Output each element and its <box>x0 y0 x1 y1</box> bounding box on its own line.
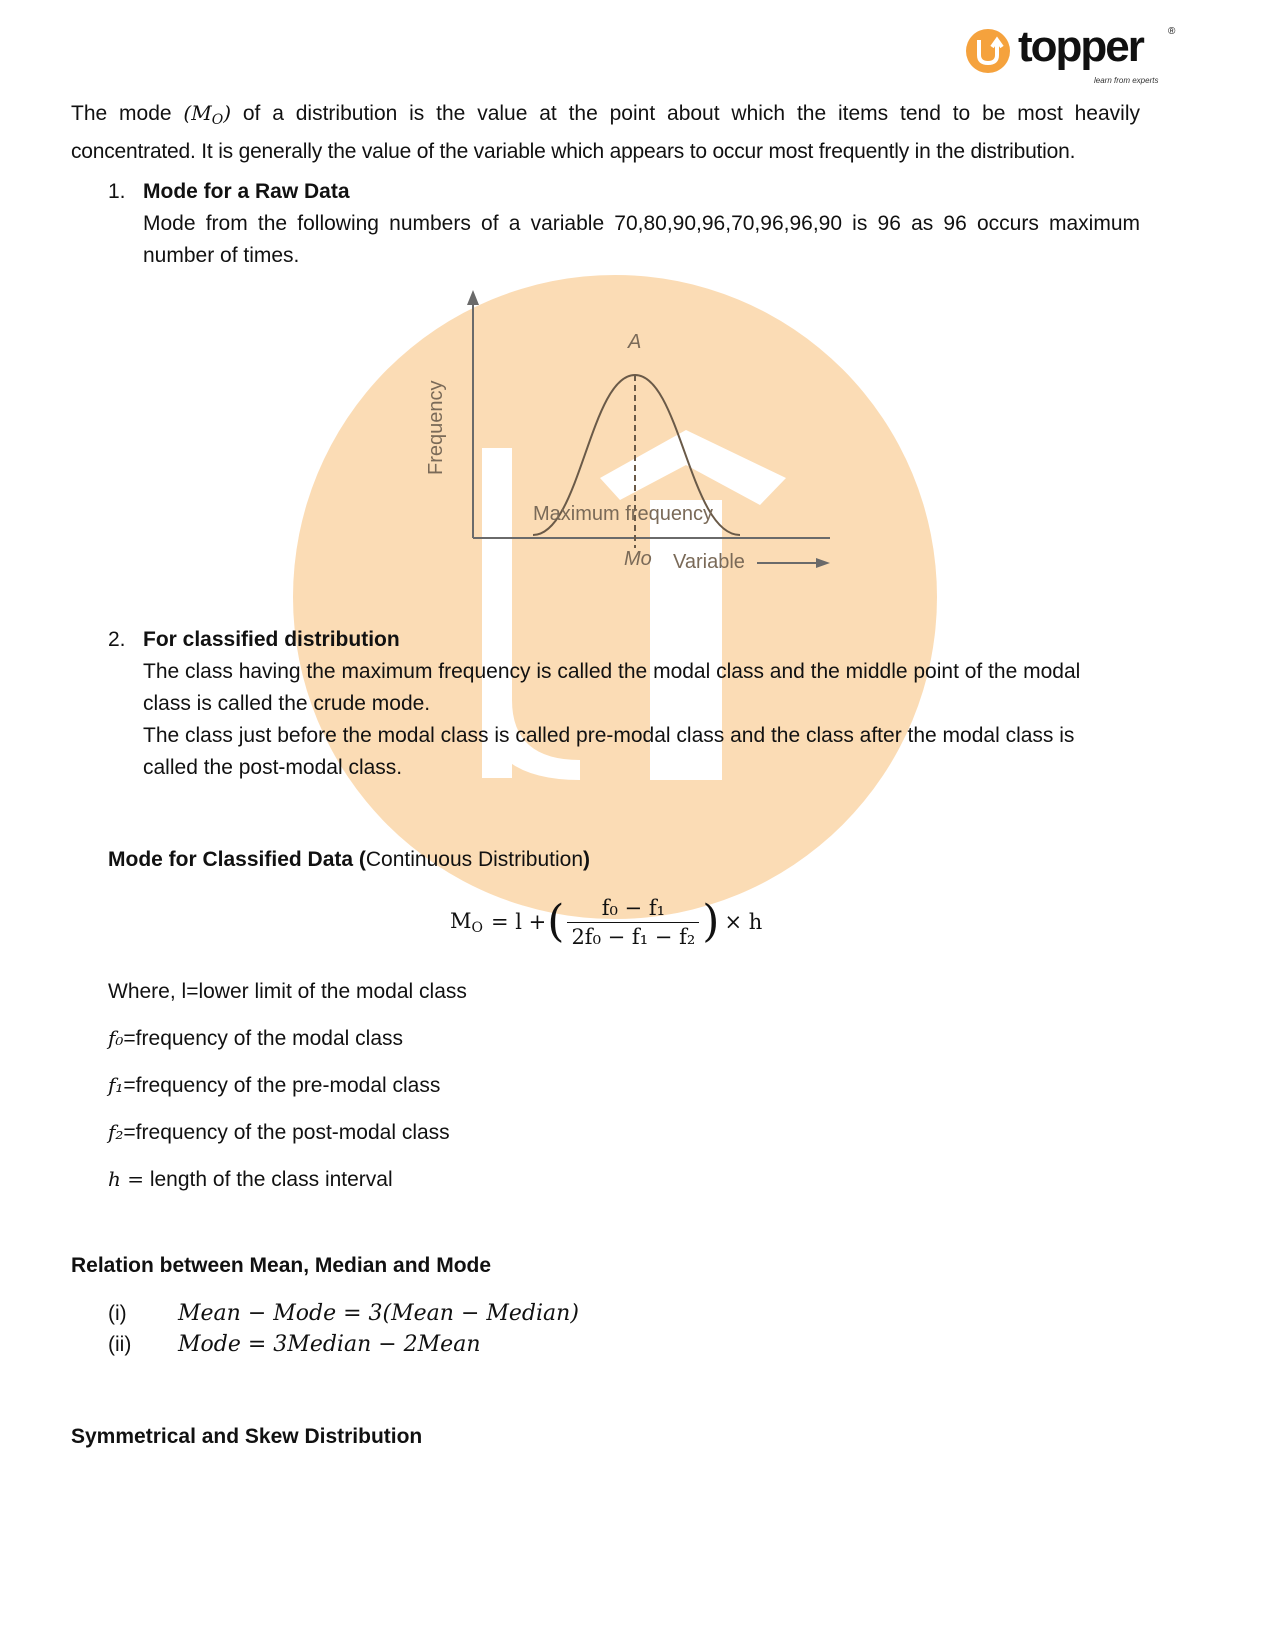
formula-eq: = l + <box>491 910 547 934</box>
y-axis-arrow-icon <box>467 290 479 305</box>
where-item-f0: f₀=frequency of the modal class <box>108 1026 403 1050</box>
mode-diagram <box>420 280 860 580</box>
where-item-h: h = length of the class interval <box>108 1167 393 1191</box>
relation-list <box>108 1298 579 1360</box>
topper-logo <box>1010 22 1240 96</box>
intro-line-2: concentrated. It is generally the value of the variable which appears to occur most frequently in the distribution. <box>71 140 1076 163</box>
intro-paragraph <box>71 97 1140 168</box>
formula-numerator: f₀ − f₁ <box>601 895 666 920</box>
logo-brand: topper <box>1018 22 1143 71</box>
section-2-line-1: The class having the maximum frequency is called the modal class and the middle point of the modal <box>143 660 1081 683</box>
formula-denominator: 2f₀ − f₁ − f₂ <box>567 922 699 951</box>
x-axis-arrow-icon <box>816 558 830 568</box>
formula-close-paren: ) <box>702 896 720 947</box>
section-2-line-4: called the post-modal class. <box>143 756 403 779</box>
section-1-line-2: number of times. <box>143 244 300 267</box>
logo-tagline: learn from experts <box>1094 76 1159 85</box>
where-item-f1: f₁=frequency of the pre-modal class <box>108 1073 441 1097</box>
section-2-line-2: class is called the crude mode. <box>143 692 431 715</box>
y-axis-label: Frequency <box>425 380 447 475</box>
formula-lhs: $M_O$ <box>450 908 483 936</box>
formula-open-paren: ( <box>547 896 565 947</box>
intro-line-1: The mode $(M_O)$ of a distribution is the value at the point about which the items tend to be most heavily <box>71 101 1140 128</box>
symmetrical-heading: Symmetrical and Skew Distribution <box>71 1425 423 1448</box>
mode-formula <box>450 892 762 952</box>
formula-times: × h <box>724 910 763 934</box>
section-1-line-1: Mode from the following numbers of a variable 70,80,90,96,70,96,96,90 is 96 as 96 occurs maximum <box>143 212 1140 235</box>
section-1-title: Mode for a Raw Data <box>143 180 350 203</box>
where-item-l: Where, l=lower limit of the modal class <box>108 980 467 1003</box>
relation-item: (i) Mean − Mode = 3(Mean − Median) <box>108 1301 579 1326</box>
classified-heading: Mode for Classified Data (Continuous Distribution) <box>108 848 591 871</box>
section-2-number: 2. <box>108 628 126 651</box>
section-2-line-3: The class just before the modal class is called pre-modal class and the class after the modal class is <box>143 724 1075 747</box>
section-1-number: 1. <box>108 180 126 203</box>
registered-mark: ® <box>1168 26 1176 37</box>
where-item-f2: f₂=frequency of the post-modal class <box>108 1120 450 1144</box>
x-axis-label: Variable <box>673 551 745 573</box>
relation-item: (ii) Mode = 3Median − 2Mean <box>108 1332 481 1357</box>
formula-fraction <box>567 894 699 951</box>
peak-label: A <box>628 331 642 353</box>
curve-label: Maximum frequency <box>533 503 714 525</box>
topper-logo-icon <box>964 26 1014 76</box>
mode-label: Mo <box>624 548 652 570</box>
section-1 <box>143 176 1140 272</box>
relation-heading: Relation between Mean, Median and Mode <box>71 1254 492 1277</box>
section-2-title: For classified distribution <box>143 628 400 651</box>
where-list <box>108 968 467 1203</box>
section-2 <box>143 624 1140 784</box>
